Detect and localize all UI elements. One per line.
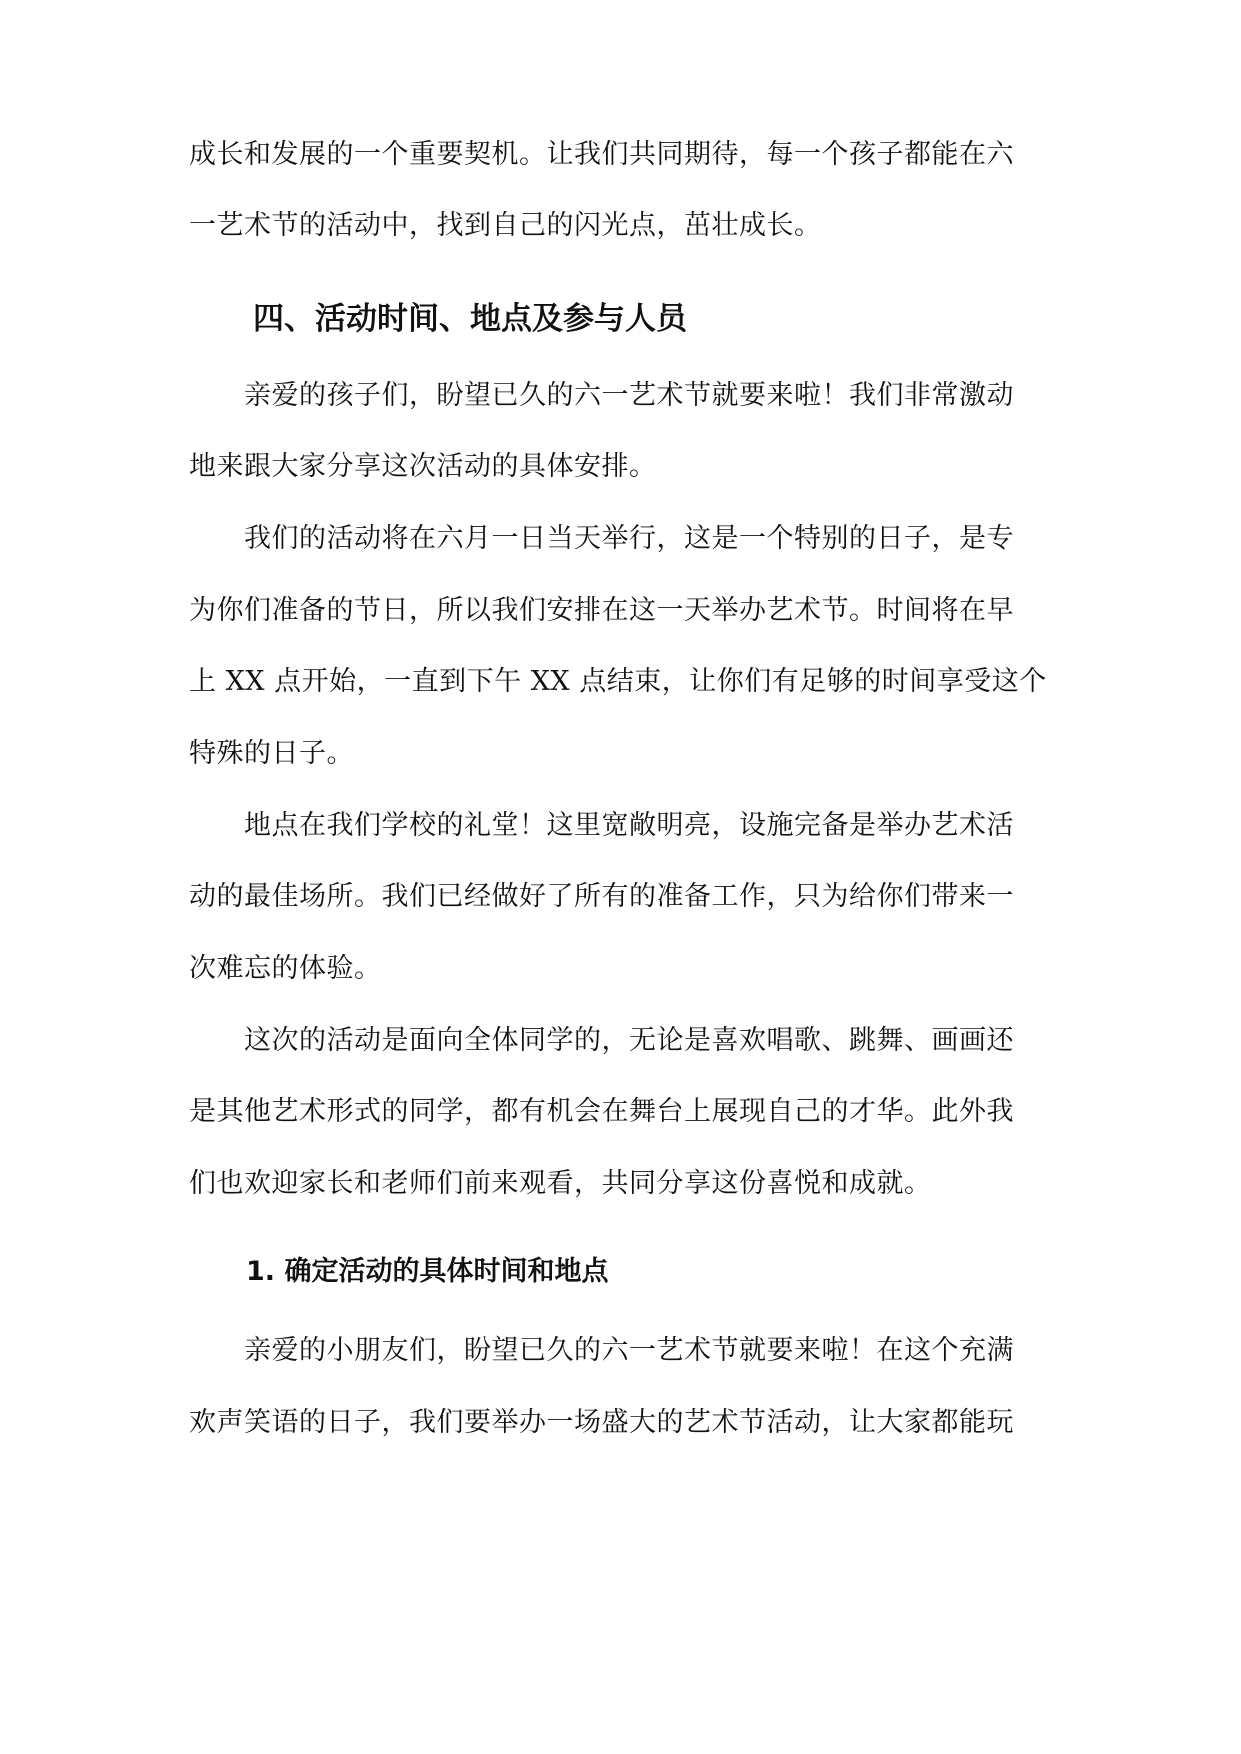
subheading: 1. 确定活动的具体时间和地点 bbox=[246, 1256, 609, 1287]
paragraph-line-5: 上 XX 点开始，一直到下午 XX 点结束，让你们有足够的时间享受这个 bbox=[189, 666, 1047, 697]
paragraph-line-11: 是其他艺术形式的同学，都有机会在舞台上展现自己的才华。此外我 bbox=[189, 1096, 1014, 1127]
paragraph-line-9: 次难忘的体验。 bbox=[189, 953, 382, 984]
paragraph-line-6: 特殊的日子。 bbox=[189, 738, 354, 769]
paragraph-line-12: 们也欢迎家长和老师们前来观看，共同分享这份喜悦和成就。 bbox=[189, 1168, 932, 1199]
intro-line-1: 成长和发展的一个重要契机。让我们共同期待，每一个孩子都能在六 bbox=[189, 139, 1014, 170]
paragraph-line-4: 为你们准备的节日，所以我们安排在这一天举办艺术节。时间将在早 bbox=[189, 595, 1014, 626]
intro-line-2: 一艺术节的活动中，找到自己的闪光点，茁壮成长。 bbox=[189, 210, 822, 241]
paragraph-line-1: 亲爱的孩子们，盼望已久的六一艺术节就要来啦！我们非常激动 bbox=[189, 380, 1014, 411]
paragraph-line-10: 这次的活动是面向全体同学的，无论是喜欢唱歌、跳舞、画画还 bbox=[189, 1025, 1014, 1056]
paragraph-line-3: 我们的活动将在六月一日当天举行，这是一个特别的日子，是专 bbox=[189, 523, 1014, 554]
final-line-2: 欢声笑语的日子，我们要举办一场盛大的艺术节活动，让大家都能玩 bbox=[189, 1407, 1014, 1438]
paragraph-line-8: 动的最佳场所。我们已经做好了所有的准备工作，只为给你们带来一 bbox=[189, 881, 1014, 912]
paragraph-line-7: 地点在我们学校的礼堂！这里宽敞明亮，设施完备是举办艺术活 bbox=[189, 810, 1014, 841]
final-line-1: 亲爱的小朋友们，盼望已久的六一艺术节就要来啦！在这个充满 bbox=[189, 1335, 1014, 1366]
section-heading: 四、活动时间、地点及参与人员 bbox=[253, 301, 687, 337]
paragraph-line-2: 地来跟大家分享这次活动的具体安排。 bbox=[189, 451, 657, 482]
